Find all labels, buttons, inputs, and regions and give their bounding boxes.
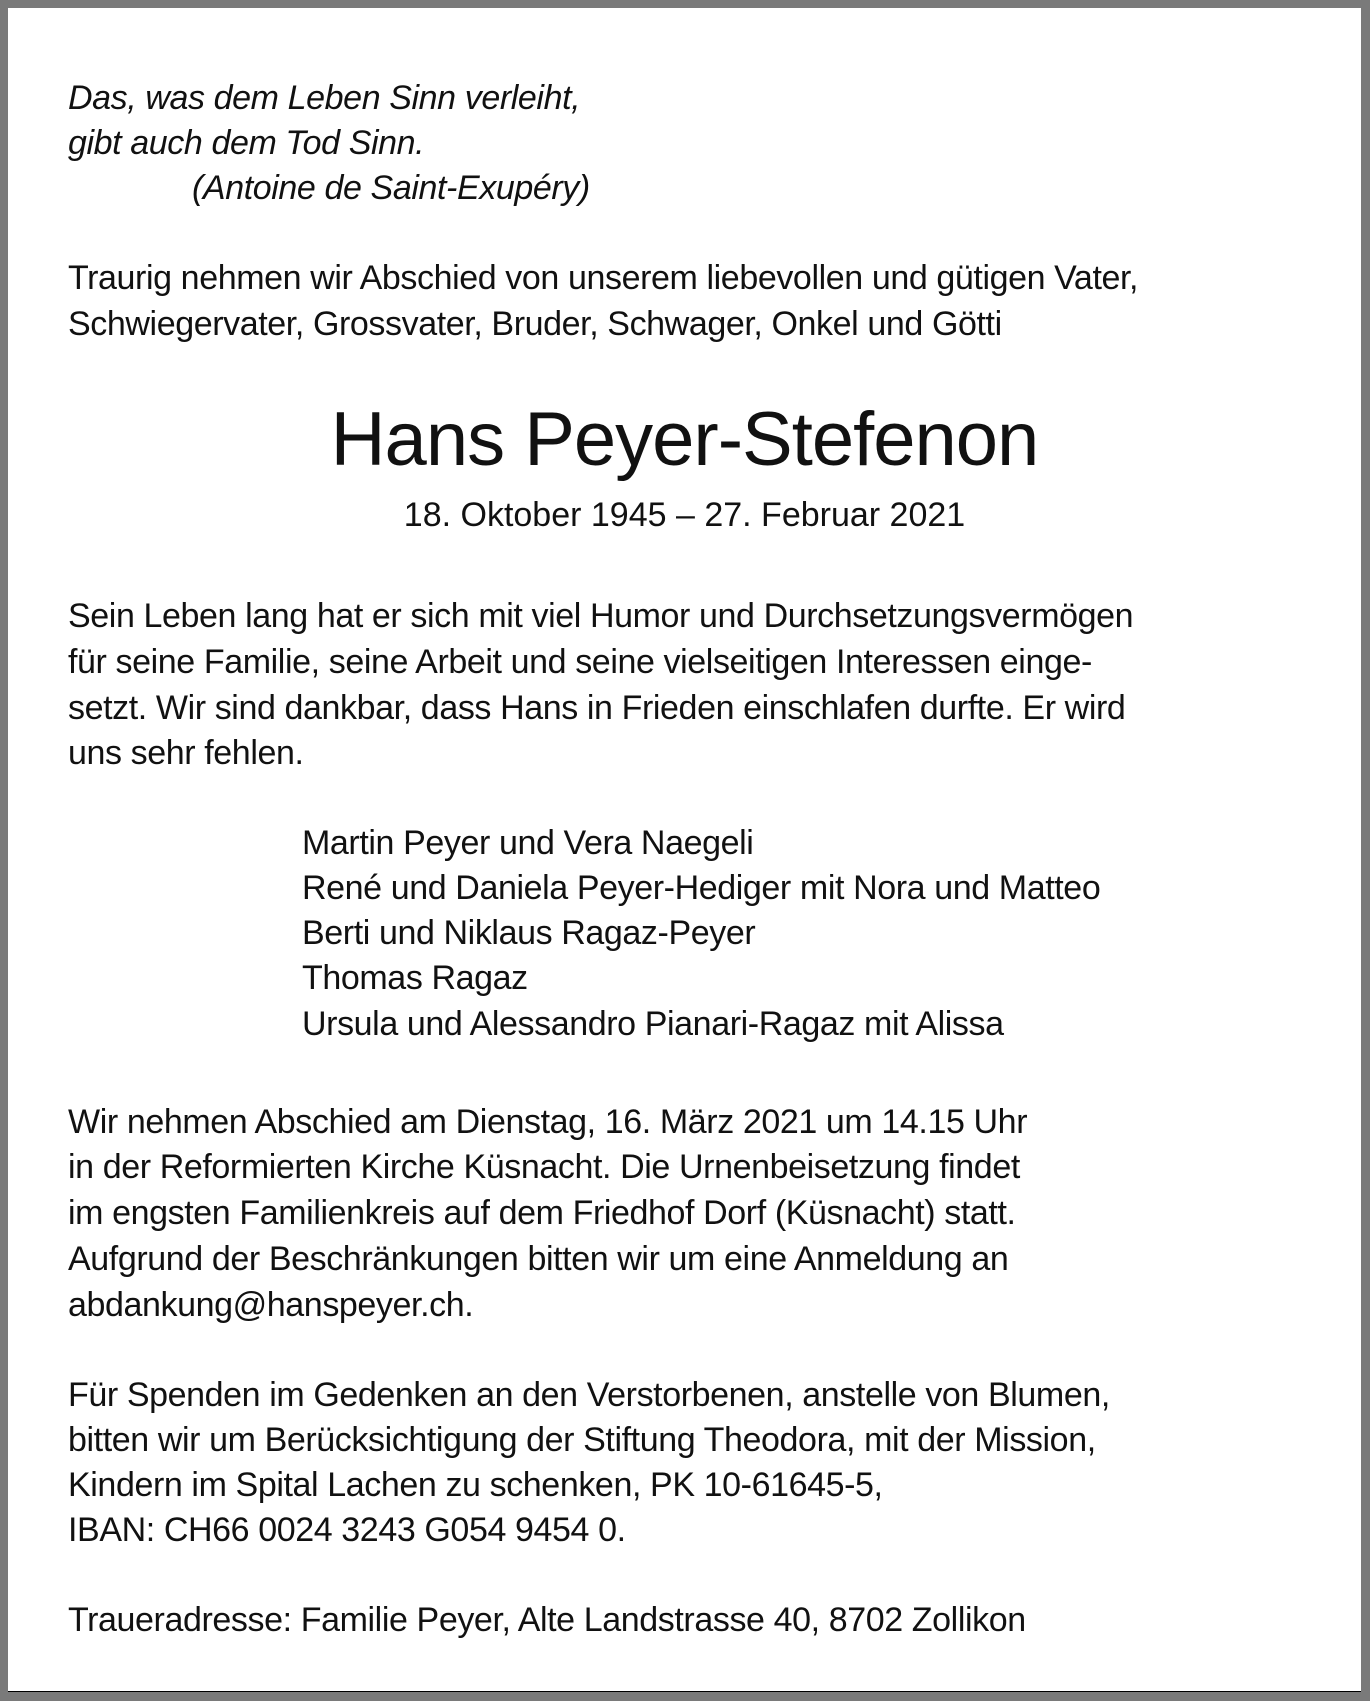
tribute-line: für seine Familie, seine Arbeit und seine vielseitigen Interessen einge- [68, 643, 1092, 681]
mourner: René und Daniela Peyer-Hediger mit Nora und Matteo [302, 869, 1101, 907]
service-line: im engsten Familienkreis auf dem Friedhof Dorf (Küsnacht) statt. [68, 1194, 1016, 1232]
service-email: abdankung@hanspeyer.ch. [68, 1286, 474, 1324]
quote-line: gibt auch dem Tod Sinn. [68, 124, 425, 162]
tribute-line: setzt. Wir sind dankbar, dass Hans in Frieden einschlafen durfte. Er wird [68, 689, 1126, 727]
service-line: Wir nehmen Abschied am Dienstag, 16. März 2021 um 14.15 Uhr [68, 1103, 1028, 1141]
mourning-address: Traueradresse: Familie Peyer, Alte Landstrasse 40, 8702 Zollikon [68, 1601, 1026, 1639]
mourner: Martin Peyer und Vera Naegeli [302, 824, 754, 862]
life-dates: 18. Oktober 1945 – 27. Februar 2021 [403, 496, 966, 534]
tribute-line: Sein Leben lang hat er sich mit viel Humor und Durchsetzungsvermögen [68, 597, 1134, 635]
mourner: Thomas Ragaz [302, 959, 528, 997]
donation-line: Für Spenden im Gedenken an den Verstorbenen, anstelle von Blumen, [68, 1376, 1110, 1414]
service-line: Aufgrund der Beschränkungen bitten wir um eine Anmeldung an [68, 1240, 1009, 1278]
quote-line: Das, was dem Leben Sinn verleiht, [68, 79, 581, 117]
intro-line: Traurig nehmen wir Abschied von unserem liebevollen und gütigen Vater, [68, 259, 1139, 297]
donation-line: IBAN: CH66 0024 3243 G054 9454 0. [68, 1511, 626, 1549]
tribute-line: uns sehr fehlen. [68, 734, 304, 772]
obituary-page [8, 8, 1361, 1691]
donation-line: bitten wir um Berücksichtigung der Stiftung Theodora, mit der Mission, [68, 1421, 1096, 1459]
intro-line: Schwiegervater, Grossvater, Bruder, Schwager, Onkel und Götti [68, 305, 1002, 343]
donation-line: Kindern im Spital Lachen zu schenken, PK 10-61645-5, [68, 1466, 883, 1504]
deceased-name: Hans Peyer-Stefenon [330, 397, 1039, 482]
service-line: in der Reformierten Kirche Küsnacht. Die Urnenbeisetzung findet [68, 1148, 1020, 1186]
mourner: Berti und Niklaus Ragaz-Peyer [302, 914, 756, 952]
quote-author: (Antoine de Saint-Exupéry) [192, 169, 590, 207]
mourner: Ursula und Alessandro Pianari-Ragaz mit Alissa [302, 1005, 1004, 1043]
